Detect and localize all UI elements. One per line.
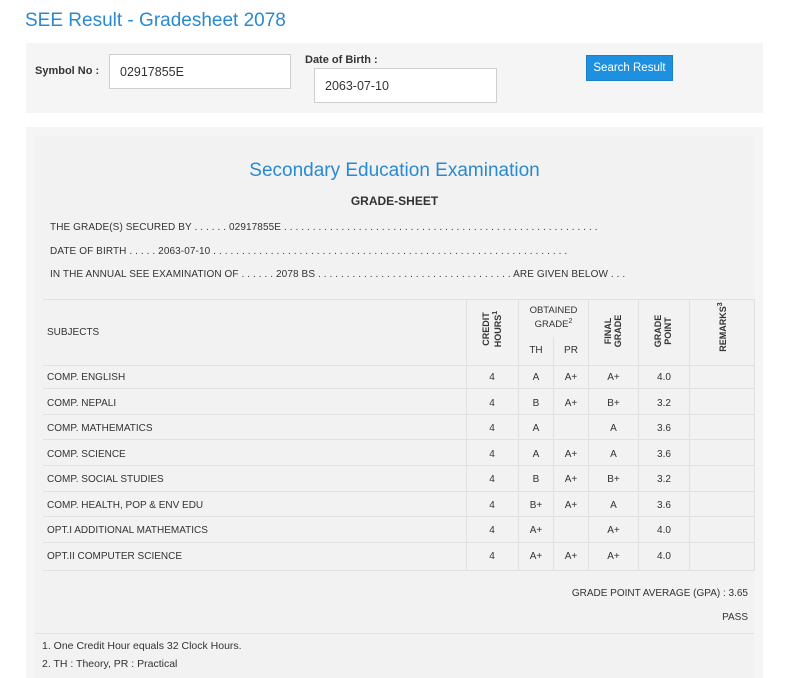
- cell-final: A+: [607, 551, 620, 562]
- cell-final: A: [610, 449, 617, 460]
- cell-gp: 3.6: [657, 449, 671, 460]
- cell-th: A: [532, 449, 540, 460]
- cell-credit: 4: [489, 551, 495, 562]
- cell-credit: 4: [489, 500, 495, 511]
- cell-final: A+: [607, 525, 620, 536]
- cell-th: A: [532, 372, 540, 383]
- gpa-text: GRADE POINT AVERAGE (GPA) : 3.65: [571, 588, 748, 599]
- cell-gp: 3.2: [657, 398, 671, 409]
- footnote-2: 2. TH : Theory, PR : Practical: [42, 658, 178, 670]
- search-result-button[interactable]: Search Result: [586, 55, 673, 81]
- cell-credit: 4: [489, 372, 495, 383]
- page-title: SEE Result - Gradesheet 2078: [25, 10, 286, 31]
- cell-th: B+: [529, 500, 543, 511]
- cell-pr: A+: [564, 474, 578, 485]
- header-remarks: REMARKS$^3$: [717, 302, 728, 352]
- cell-gp: 4.0: [657, 551, 671, 562]
- header-final-grade: FINAL GRADE: [603, 314, 623, 348]
- cell-gp: 4.0: [657, 525, 671, 536]
- cell-pr: A+: [564, 449, 578, 460]
- cell-gp: 4.0: [657, 372, 671, 383]
- cell-credit: 4: [489, 449, 495, 460]
- cell-subject: COMP. HEALTH, POP & ENV EDU: [47, 500, 204, 511]
- secured-by-line: THE GRADE(S) SECURED BY . . . . . . 02917855E . . . . . . . . . . . . . . . . . . . . . . . . . . . . . . . . . . . . . . . . . . . . . . . . . . . . . . .: [50, 222, 598, 233]
- exam-line: IN THE ANNUAL SEE EXAMINATION OF . . . . . . 2078 BS . . . . . . . . . . . . . . . . . . . . . . . . . . . . . . . . . . ARE GIVEN BELOW . . .: [50, 269, 626, 280]
- cell-subject: COMP. ENGLISH: [47, 372, 126, 383]
- cell-final: A: [610, 500, 617, 511]
- cell-final: B+: [607, 398, 620, 409]
- cell-credit: 4: [489, 423, 495, 434]
- header-th: TH: [529, 345, 543, 356]
- sheet-subheading: GRADE-SHEET: [350, 194, 439, 208]
- cell-gp: 3.6: [657, 500, 671, 511]
- dob-label: Date of Birth :: [305, 54, 378, 66]
- search-panel: [26, 43, 763, 113]
- cell-pr: A+: [564, 551, 578, 562]
- cell-final: B+: [607, 474, 620, 485]
- cell-pr: A+: [564, 398, 578, 409]
- sheet-heading: Secondary Education Examination: [249, 160, 540, 181]
- result-status: PASS: [722, 612, 748, 623]
- cell-subject: COMP. SCIENCE: [47, 449, 126, 460]
- cell-subject: COMP. SOCIAL STUDIES: [47, 474, 164, 485]
- header-grade-point: GRADE POINT: [653, 314, 673, 348]
- cell-subject: OPT.I ADDITIONAL MATHEMATICS: [47, 525, 208, 536]
- cell-pr: A+: [564, 500, 578, 511]
- dob-line: DATE OF BIRTH . . . . . 2063-07-10 . . . . . . . . . . . . . . . . . . . . . . . . . . . . . . . . . . . . . . . . . . . . . . . . . . . . . . . . . . . . . .: [50, 246, 568, 257]
- dob-input[interactable]: [314, 68, 497, 103]
- cell-credit: 4: [489, 474, 495, 485]
- symbol-label: Symbol No :: [35, 65, 100, 77]
- header-grade: GRADE$^2$: [534, 318, 573, 331]
- cell-th: A+: [529, 525, 543, 536]
- cell-credit: 4: [489, 398, 495, 409]
- header-subjects: SUBJECTS: [47, 327, 100, 338]
- cell-subject: COMP. MATHEMATICS: [47, 423, 153, 434]
- header-credit-hours: CREDIT HOURS$^1$: [481, 310, 503, 348]
- cell-final: A+: [607, 372, 620, 383]
- header-obtained: OBTAINED: [529, 305, 578, 316]
- cell-th: B: [532, 398, 540, 409]
- cell-credit: 4: [489, 525, 495, 536]
- result-panel: [26, 127, 763, 678]
- cell-subject: OPT.II COMPUTER SCIENCE: [47, 551, 183, 562]
- cell-th: A+: [529, 551, 543, 562]
- cell-gp: 3.2: [657, 474, 671, 485]
- cell-th: A: [532, 423, 540, 434]
- footnote-1: 1. One Credit Hour equals 32 Clock Hours.: [42, 640, 242, 652]
- cell-pr: A+: [564, 372, 578, 383]
- cell-th: B: [532, 474, 540, 485]
- cell-gp: 3.6: [657, 423, 671, 434]
- gradesheet: [35, 136, 754, 678]
- cell-subject: COMP. NEPALI: [47, 398, 117, 409]
- cell-final: A: [610, 423, 617, 434]
- symbol-input[interactable]: [109, 54, 291, 89]
- header-pr: PR: [564, 345, 578, 356]
